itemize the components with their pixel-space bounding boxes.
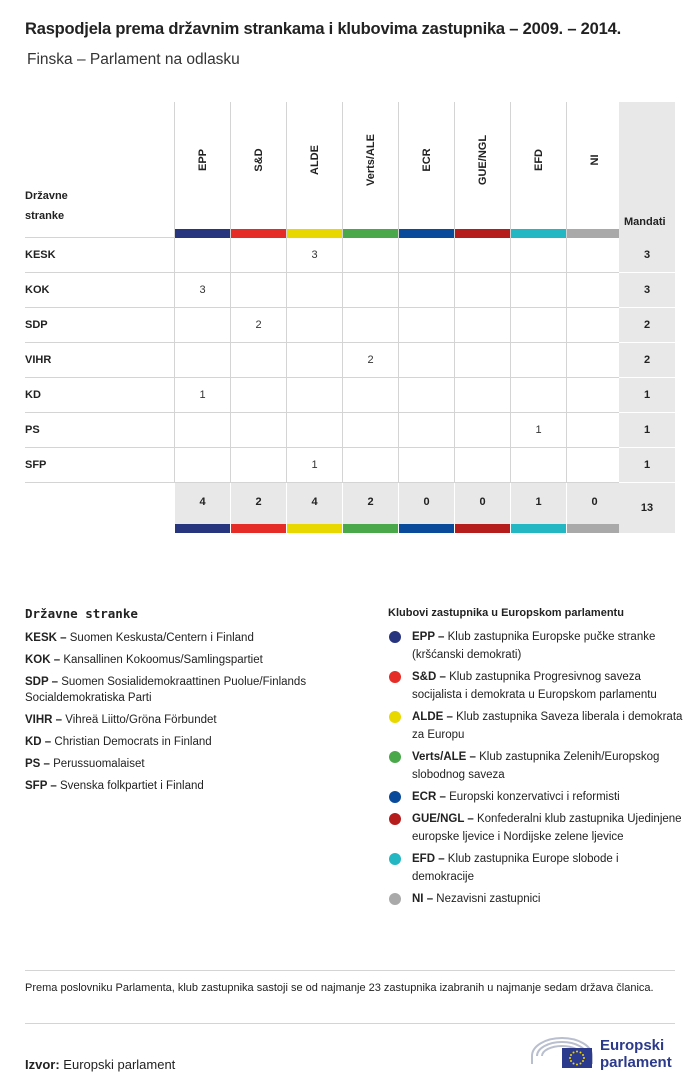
group-abbr: EFD – [412,853,445,865]
logo-wordmark: Europski parlament [600,1037,672,1071]
group-color-bar [399,229,454,238]
seat-cell [230,343,286,378]
party-full-name: Svenska folkpartiet i Finland [59,780,204,792]
european-parliament-logo [529,1034,679,1074]
seat-cell [510,308,566,343]
party-name: SDP [25,319,48,331]
page-subtitle: Finska – Parlament na odlasku [27,51,240,68]
party-abbr: VIHR – [25,714,63,726]
divider [25,970,675,971]
column-header-label: EPP [196,148,209,172]
seat-cell [510,238,566,273]
party-full-name: Vihreä Liitto/Gröna Förbundet [65,714,217,726]
column-header-label: ALDE [308,145,321,175]
seat-cell [398,448,454,483]
seat-cell [398,378,454,413]
group-color-bar [455,229,510,238]
parliament-hemicycle-icon [529,1034,595,1070]
column-header-label: NI [588,154,601,166]
source-line [25,1057,175,1072]
mandates-cell: 2 [619,308,675,343]
party-full-name: Kansallinen Kokoomus/Samlingspartiet [63,654,263,666]
page-title: Raspodjela prema državnim strankama i klubovima zastupnika – 2009. – 2014. [25,20,621,38]
party-legend-item [25,778,365,794]
table-row [25,413,675,448]
seat-cell [510,448,566,483]
seat-cell [342,273,398,308]
party-full-name: Suomen Keskusta/Centern i Finland [69,632,254,644]
column-header-label: GUE/NGL [476,134,489,186]
group-full-name: Klub zastupnika Progresivnog saveza socijalista i demokrata u Europskom parlamentu [412,671,657,701]
party-legend-item [25,674,365,706]
party-legend-item [25,630,365,646]
group-color-bar [174,524,230,533]
group-legend-item [388,708,683,744]
group-color-bar [398,524,454,533]
column-header-vertsale [342,102,398,238]
column-header-label: ECR [420,148,433,172]
column-total: 2 [230,483,286,524]
seat-cell [398,308,454,343]
seat-cell [398,238,454,273]
table-header [25,102,675,238]
seat-cell [230,413,286,448]
seat-cell [342,378,398,413]
column-header-guengl [454,102,510,238]
source-value: Europski parlament [63,1057,176,1072]
group-color-bar [566,524,622,533]
group-legend-item [388,668,683,704]
column-total: 0 [454,483,510,524]
party-legend-item [25,756,365,772]
column-header-label: S&D [252,148,265,172]
table-row [25,238,675,273]
column-header-epp [174,102,230,238]
seat-cell [510,343,566,378]
party-legend [25,606,365,800]
column-header-ni [566,102,622,238]
seat-cell [454,308,510,343]
seat-cell [286,378,342,413]
group-full-name: Klub zastupnika Europske pučke stranke (kršćanski demokrati) [412,631,656,661]
seat-cell: 3 [174,273,230,308]
seat-cell [286,343,342,378]
seat-cell [454,413,510,448]
group-color-dot-icon [389,813,401,825]
group-legend [388,607,683,912]
group-legend-item [388,890,683,908]
column-total: 0 [398,483,454,524]
column-header-sd [230,102,286,238]
party-abbr: KOK – [25,654,61,666]
group-abbr: ALDE – [412,711,453,723]
party-full-name: Suomen Sosialidemokraattinen Puolue/Finlands Socialdemokratiska Parti [25,676,307,704]
column-total: 0 [566,483,622,524]
group-color-bar [175,229,230,238]
mandates-cell: 3 [619,273,675,308]
seat-cell [566,273,622,308]
group-abbr: GUE/NGL – [412,813,474,825]
group-legend-item [388,850,683,886]
group-color-bar [567,229,622,238]
seat-cell [286,413,342,448]
party-name: KESK [25,249,56,261]
seat-cell: 1 [286,448,342,483]
column-header-ecr [398,102,454,238]
seat-cell [510,378,566,413]
seat-cell [566,413,622,448]
seat-cell [342,308,398,343]
seat-cell [566,308,622,343]
column-header-efd [510,102,566,238]
group-color-dot-icon [389,791,401,803]
seat-cell [342,413,398,448]
column-total: 2 [342,483,398,524]
table-row [25,273,675,308]
table-row [25,378,675,413]
mandates-cell: 3 [619,238,675,273]
table-row [25,448,675,483]
seat-cell: 2 [230,308,286,343]
seat-cell [230,448,286,483]
column-total: 4 [174,483,230,524]
party-abbr: KESK – [25,632,67,644]
footnote: Prema poslovniku Parlamenta, klub zastupnika sastoji se od najmanje 23 zastupnika izabranih u najmanje sedam država članica. [25,982,654,994]
group-full-name: Nezavisni zastupnici [436,893,541,905]
party-name: SFP [25,459,47,471]
group-color-bar [342,524,398,533]
row-header-label: Državne stranke [25,190,68,222]
seat-cell [174,448,230,483]
seat-cell [454,238,510,273]
group-legend-item [388,788,683,806]
seat-cell [454,343,510,378]
seat-cell [174,238,230,273]
group-color-bar [231,229,286,238]
seat-cell [566,238,622,273]
group-full-name: Konfederalni klub zastupnika Ujedinjene europske ljevice i Nordijske zelene ljevice [412,813,682,843]
seat-cell [454,448,510,483]
column-header-alde [286,102,342,238]
seat-cell [454,273,510,308]
group-color-dot-icon [389,853,401,865]
group-full-name: Europski konzervativci i reformisti [449,791,620,803]
mandates-cell: 1 [619,413,675,448]
party-full-name: Christian Democrats in Finland [54,736,212,748]
group-abbr: S&D – [412,671,446,683]
seat-cell: 1 [174,378,230,413]
group-legend-item [388,628,683,664]
group-abbr: EPP – [412,631,445,643]
seat-cell [566,448,622,483]
mandates-header: Mandati [619,102,675,238]
mandates-cell: 1 [619,448,675,483]
seat-cell [174,343,230,378]
party-abbr: SFP – [25,780,57,792]
party-legend-item [25,652,365,668]
seat-cell [566,343,622,378]
group-full-name: Klub zastupnika Zelenih/Europskog slobodnog saveza [412,751,660,781]
group-color-dot-icon [389,671,401,683]
party-full-name: Perussuomalaiset [53,758,145,770]
party-legend-item [25,734,365,750]
group-legend-item [388,810,683,846]
group-color-dot-icon [389,631,401,643]
party-name: PS [25,424,40,436]
group-color-dot-icon [389,711,401,723]
group-full-name: Klub zastupnika Saveza liberala i demokrata za Europu [412,711,683,741]
seat-cell [286,273,342,308]
group-color-bar [511,229,566,238]
seat-cell: 2 [342,343,398,378]
seat-cell [398,343,454,378]
party-abbr: PS – [25,758,50,770]
mandates-cell: 1 [619,378,675,413]
party-name: VIHR [25,354,52,366]
group-color-bar [343,229,398,238]
group-color-bar [230,524,286,533]
group-abbr: NI – [412,893,434,905]
party-abbr: KD – [25,736,52,748]
group-color-dot-icon [389,751,401,763]
seat-cell [286,308,342,343]
group-color-bar [510,524,566,533]
column-total: 4 [286,483,342,524]
seat-cell [174,413,230,448]
seat-cell: 3 [286,238,342,273]
seat-cell [342,448,398,483]
party-legend-item [25,712,365,728]
table-row [25,343,675,378]
seat-cell [398,413,454,448]
divider [25,1023,675,1024]
seat-cell [398,273,454,308]
mandates-cell: 2 [619,343,675,378]
party-abbr: SDP – [25,676,59,688]
seat-cell [174,308,230,343]
party-name: KOK [25,284,50,296]
party-name: KD [25,389,41,401]
group-color-bar [287,229,342,238]
group-color-dot-icon [389,893,401,905]
group-abbr: ECR – [412,791,446,803]
seat-cell [510,273,566,308]
seat-cell [342,238,398,273]
party-legend-heading: Državne stranke [25,606,138,621]
group-full-name: Klub zastupnika Europe slobode i demokracije [412,853,619,883]
totals-row [174,483,619,533]
seat-cell [230,273,286,308]
source-label: Izvor: [25,1057,60,1072]
group-color-bar [454,524,510,533]
seat-cell [566,378,622,413]
group-abbr: Verts/ALE – [412,751,476,763]
seat-cell [230,238,286,273]
column-header-label: EFD [532,149,545,171]
group-legend-item [388,748,683,784]
seat-cell: 1 [510,413,566,448]
seat-cell [454,378,510,413]
seat-cell [230,378,286,413]
group-legend-heading: Klubovi zastupnika u Europskom parlamentu [388,607,624,619]
column-header-label: Verts/ALE [364,134,377,186]
table-row [25,308,675,343]
column-total: 1 [510,483,566,524]
group-color-bar [286,524,342,533]
grand-total: 13 [619,483,675,533]
